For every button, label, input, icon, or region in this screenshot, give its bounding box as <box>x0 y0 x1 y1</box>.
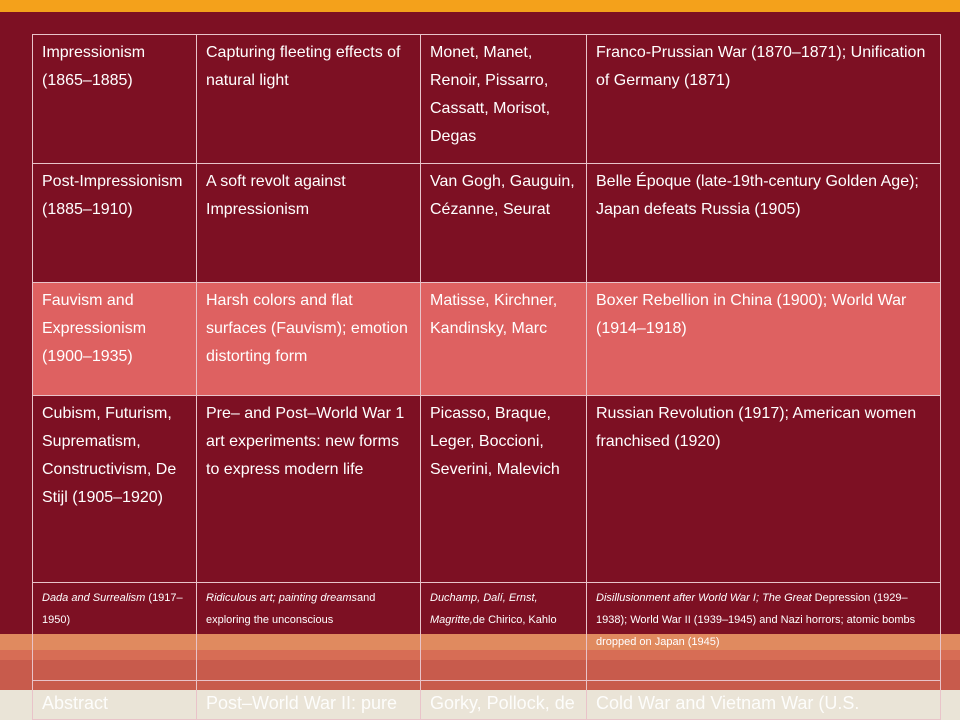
events-cell: Boxer Rebellion in China (1900); World War (1914–1918) <box>587 283 941 396</box>
description-cell: Capturing fleeting effects of natural light <box>197 35 421 164</box>
top-accent-bar <box>0 0 960 12</box>
description-cell <box>197 583 421 681</box>
movement-cell: Fauvism and Expressionism (1900–1935) <box>33 283 197 396</box>
table-row <box>33 164 941 283</box>
artists-cell: Van Gogh, Gauguin, Cézanne, Seurat <box>421 164 587 283</box>
events-cell: Russian Revolution (1917); American women franchised (1920) <box>587 396 941 583</box>
table-row <box>33 35 941 164</box>
description-cell: Post–World War II: pure <box>197 681 421 720</box>
artists-italic-text: Duchamp, Dalí, Ernst, Magritte, <box>430 592 538 626</box>
table-row-highlighted <box>33 283 941 396</box>
art-movements-table <box>32 34 941 720</box>
movement-cell: Post-Impressionism (1885–1910) <box>33 164 197 283</box>
description-cell: Pre– and Post–World War 1 art experiments: new forms to express modern life <box>197 396 421 583</box>
events-italic-text: Disillusionment after World War I; The Great <box>596 592 812 604</box>
description-cell: Harsh colors and flat surfaces (Fauvism); emotion distorting form <box>197 283 421 396</box>
movement-cell: Abstract <box>33 681 197 720</box>
artists-cell: Gorky, Pollock, de <box>421 681 587 720</box>
artists-cell: Matisse, Kirchner, Kandinsky, Marc <box>421 283 587 396</box>
movement-plain-text: (1917–1950) <box>42 592 183 626</box>
events-cell: Cold War and Vietnam War (U.S. <box>587 681 941 720</box>
table-row <box>33 396 941 583</box>
movement-cell: Impressionism (1865–1885) <box>33 35 197 164</box>
events-cell: Franco-Prussian War (1870–1871); Unification of Germany (1871) <box>587 35 941 164</box>
events-plain-text: Depression (1929–1938); World War II (1939–1945) and Nazi horrors; atomic bombs dropped on Japan (1945) <box>596 592 916 648</box>
description-cell: A soft revolt against Impressionism <box>197 164 421 283</box>
artists-plain-text: de Chirico, Kahlo <box>472 614 557 626</box>
events-cell <box>587 583 941 681</box>
movement-cell <box>33 583 197 681</box>
description-plain-text: and exploring the unconscious <box>206 592 376 626</box>
movement-cell: Cubism, Futurism, Suprematism, Constructivism, De Stijl (1905–1920) <box>33 396 197 583</box>
artists-cell: Monet, Manet, Renoir, Pissarro, Cassatt, Morisot, Degas <box>421 35 587 164</box>
table-row-partial <box>33 681 941 720</box>
events-cell: Belle Époque (late-19th-century Golden Age); Japan defeats Russia (1905) <box>587 164 941 283</box>
table-row <box>33 583 941 681</box>
artists-cell <box>421 583 587 681</box>
artists-cell: Picasso, Braque, Leger, Boccioni, Severini, Malevich <box>421 396 587 583</box>
description-italic-text: Ridiculous art; painting dreams <box>206 592 358 604</box>
movement-italic-text: Dada and Surrealism <box>42 592 146 604</box>
